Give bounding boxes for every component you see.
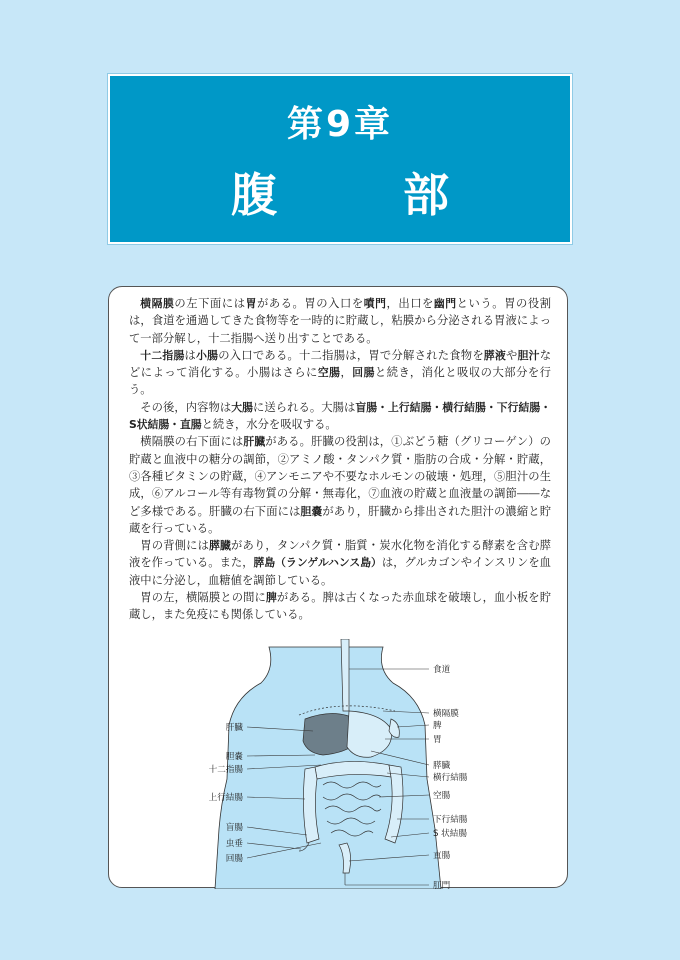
bold-term: 空腸 [317,366,341,380]
bold-term: 脾 [265,591,277,605]
label-appendix: 虫垂 [225,839,243,849]
label-spleen: 脾 [433,721,442,731]
text-run: は [184,348,197,362]
text-run: 胃の左，横隔膜との間に [140,591,266,605]
bold-term: 胆嚢 [300,504,323,518]
label-jejunum: 空腸 [433,791,451,801]
text-run: などによって消化する。小腸はさらに [129,348,551,380]
chapter-title: 腹 部 [231,168,489,222]
text-run: がある。胃の入口を [256,297,364,310]
chapter-title-box [108,74,572,244]
text-run: その後，内容物は [140,400,232,414]
text-run: と続き，水分を吸収する。 [201,418,337,432]
label-cecum: 盲腸 [225,823,243,833]
text-run: ，出口を [386,297,434,310]
label-diaphragm: 横隔膜 [433,709,459,719]
bold-term: 盲腸・上行結腸・横行結腸・下行結腸・S状結腸・直腸 [129,400,552,432]
body-text [129,295,551,624]
bold-term: 幽門 [433,297,457,310]
bold-term: 肝臓 [243,435,266,449]
text-run: がある。脾は古くなった赤血球を破壊し，血小板を貯蔵し，また免疫にも関係している。 [129,591,551,622]
bold-term: 噴門 [363,297,387,310]
text-run: に送られる。大腸は [253,400,356,414]
label-gallbladder: 胆嚢 [225,752,243,762]
text-run: は，グルカゴンやインスリンを血液中に分泌し，血糖値を調節している。 [129,556,551,587]
text-run: があり，肝臓から排出された胆汁の濃縮と貯蔵を行っている。 [129,504,551,535]
text-run: の入口である。十二指腸は，胃で分解された食物を [218,348,484,362]
bold-term: 横隔膜 [140,297,175,310]
bold-term: 胆汁 [517,348,540,362]
label-transverse-colon: 横行結腸 [433,773,468,783]
text-run: の左下面には [174,297,246,310]
bold-term: 膵臓 [209,539,232,553]
text-run: がある。肝臓の役割は，①ぶどう糖（グリコーゲン）の貯蔵と血液中の糖分の調節，②アミノ酸・タンパク質・脂肪の合成・分解・貯蔵，③各種ビタミンの貯蔵，④アンモニアや不要なホルモンの破壊・処理，⑤胆汁の生成，⑥アルコール等有毒物質の分解・無毒化，⑦血液の貯蔵と血液量の調節――など多様である。肝臓の右下面には [129,435,551,518]
chapter-number: 第9章 [286,104,394,145]
text-run: 横隔膜の右下面には [140,435,244,449]
content-card [108,286,568,888]
label-ileum: 回腸 [225,854,243,864]
paragraph [129,433,551,537]
label-liver: 肝臓 [225,723,243,733]
text-run: があり，タンパク質・脂質・炭水化物を消化する酵素を含む膵液を作っている。また， [129,539,551,570]
label-anus: 肛門 [433,881,451,889]
bold-term: 膵液 [483,348,507,362]
bold-term: 大腸 [231,400,254,414]
label-esophagus: 食道 [433,665,451,675]
bold-term: 十二指腸 [140,348,185,362]
text-run: 胃の背側には [140,539,210,553]
text-run: や [506,348,518,362]
paragraph [129,295,551,347]
text-run: と続き，消化と吸収の大部分を行う。 [129,366,551,397]
label-sigmoid-colon: S 状結腸 [433,829,467,839]
bold-term: 膵島（ランゲルハンス島） [253,556,382,570]
label-descending-colon: 下行結腸 [433,815,468,825]
paragraph [129,399,551,434]
abdomen-diagram [109,639,569,889]
paragraph [129,537,551,589]
paragraph [129,347,551,399]
bold-term: 小腸 [196,348,219,362]
paragraph [129,589,551,624]
text-run: という。胃の役割は，食道を通過してきた食物等を一時的に貯蔵し，粘膜から分泌される胃液によって一部分解し，十二指腸へ送り出すことである。 [129,297,551,345]
label-ascending-colon: 上行結腸 [208,793,243,803]
label-pancreas: 膵臓 [433,761,451,771]
label-stomach: 胃 [433,735,442,745]
bold-term: 回腸 [352,366,375,380]
label-rectum: 直腸 [433,851,451,861]
text-run: ， [340,366,353,380]
label-duodenum: 十二指腸 [208,765,243,775]
bold-term: 胃 [245,297,257,310]
